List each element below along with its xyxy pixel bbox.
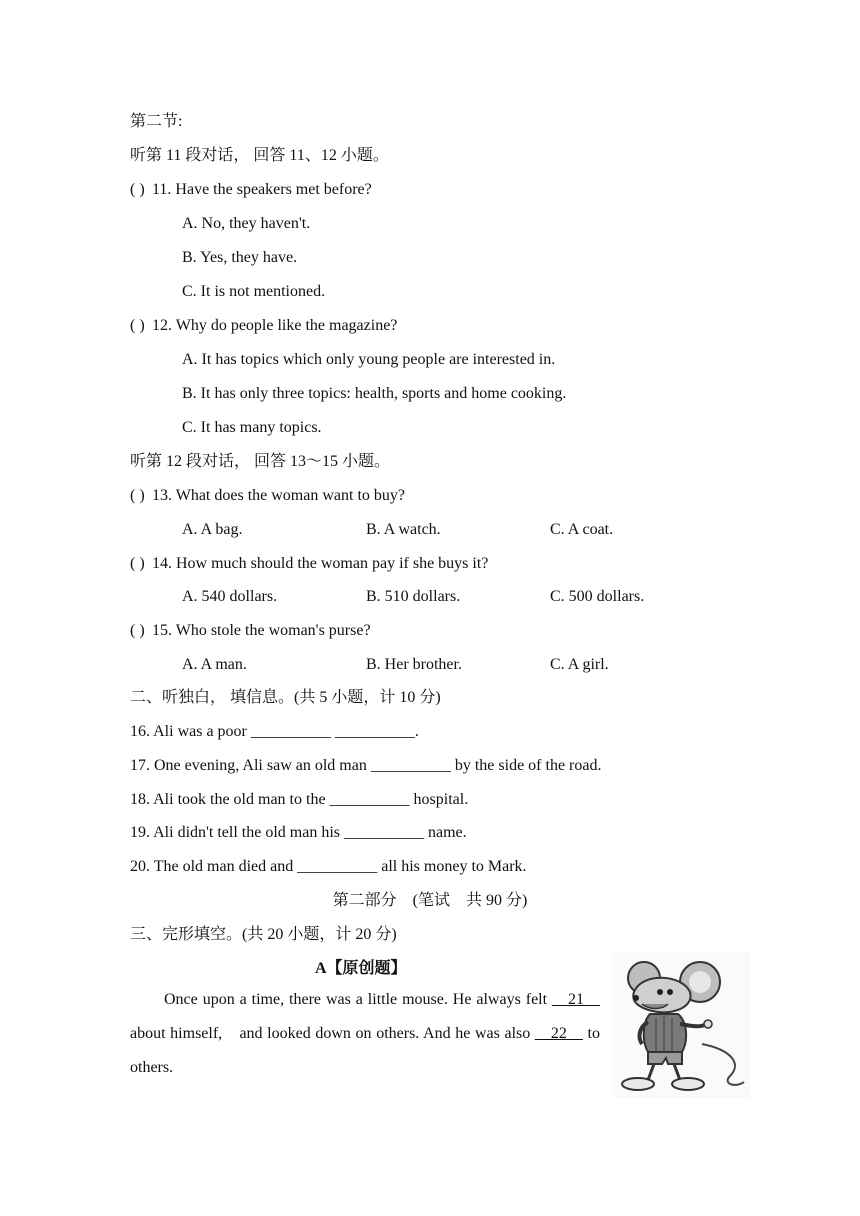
mouse-illustration bbox=[612, 952, 750, 1098]
passage-text: to others. bbox=[130, 1025, 600, 1076]
dialog-12-intro: 听第 12 段对话， 回答 13～15 小题。 bbox=[130, 453, 391, 470]
option-b: B. Yes, they have. bbox=[182, 249, 298, 266]
option-b: B. It has only three topics: health, sports and home cooking. bbox=[182, 385, 567, 402]
question-12 bbox=[130, 316, 397, 336]
options-row-14 bbox=[0, 587, 860, 607]
answer-paren[interactable]: ( ) bbox=[130, 555, 145, 572]
fill-item-20: 20. The old man died and __________ all his money to Mark. bbox=[130, 858, 527, 875]
part-3-heading: 三、完形填空。(共 20 小题，计 20 分) bbox=[130, 926, 397, 943]
option-c: C. It is not mentioned. bbox=[182, 283, 326, 300]
option-c: C. A girl. bbox=[550, 656, 609, 673]
dialog-11-intro: 听第 11 段对话， 回答 11、12 小题。 bbox=[130, 147, 389, 164]
fill-item-18: 18. Ali took the old man to the __________ hospital. bbox=[130, 791, 469, 808]
question-text: 11. Have the speakers met before? bbox=[152, 181, 372, 198]
part-2-heading: 二、听独白， 填信息。(共 5 小题，计 10 分) bbox=[130, 689, 441, 706]
question-text: 15. Who stole the woman's purse? bbox=[152, 622, 371, 639]
option-c: C. A coat. bbox=[550, 521, 614, 538]
question-11 bbox=[130, 180, 372, 200]
answer-paren[interactable]: ( ) bbox=[130, 487, 145, 504]
passage-text: Once upon a time, there was a little mouse. He always felt bbox=[164, 991, 552, 1008]
question-13 bbox=[130, 486, 405, 506]
option-b: B. 510 dollars. bbox=[366, 588, 461, 605]
question-text: 14. How much should the woman pay if she buys it? bbox=[152, 555, 489, 572]
option-a: A. 540 dollars. bbox=[182, 588, 278, 605]
passage-text: about himself, and looked down on others. And he was also bbox=[130, 1025, 535, 1042]
option-a: A. It has topics which only young people are interested in. bbox=[182, 351, 556, 368]
option-b: B. A watch. bbox=[366, 521, 441, 538]
written-part-heading: 第二部分 (笔试 共 90 分) bbox=[332, 892, 528, 909]
fill-item-17: 17. One evening, Ali saw an old man __________ by the side of the road. bbox=[130, 757, 602, 774]
question-text: 12. Why do people like the magazine? bbox=[152, 317, 398, 334]
question-14 bbox=[130, 554, 488, 574]
option-b: B. Her brother. bbox=[366, 656, 462, 673]
options-row-13 bbox=[0, 520, 860, 540]
answer-paren[interactable]: ( ) bbox=[130, 622, 145, 639]
question-15 bbox=[130, 621, 371, 641]
option-c: C. 500 dollars. bbox=[550, 588, 645, 605]
question-text: 13. What does the woman want to buy? bbox=[152, 487, 405, 504]
cloze-passage bbox=[130, 983, 600, 1085]
fill-item-19: 19. Ali didn't tell the old man his __________ name. bbox=[130, 824, 467, 841]
options-row-15 bbox=[0, 655, 860, 675]
section-heading: 第二节: bbox=[130, 113, 183, 130]
blank-21[interactable]: __21__ bbox=[552, 991, 600, 1008]
blank-22[interactable]: __22__ bbox=[534, 1025, 583, 1042]
answer-paren[interactable]: ( ) bbox=[130, 317, 145, 334]
option-a: A. A bag. bbox=[182, 521, 243, 538]
passage-title: A【原创题】 bbox=[315, 960, 407, 977]
option-a: A. No, they haven't. bbox=[182, 215, 311, 232]
answer-paren[interactable]: ( ) bbox=[130, 181, 145, 198]
fill-item-16: 16. Ali was a poor __________ __________. bbox=[130, 723, 419, 740]
option-c: C. It has many topics. bbox=[182, 419, 322, 436]
option-a: A. A man. bbox=[182, 656, 247, 673]
